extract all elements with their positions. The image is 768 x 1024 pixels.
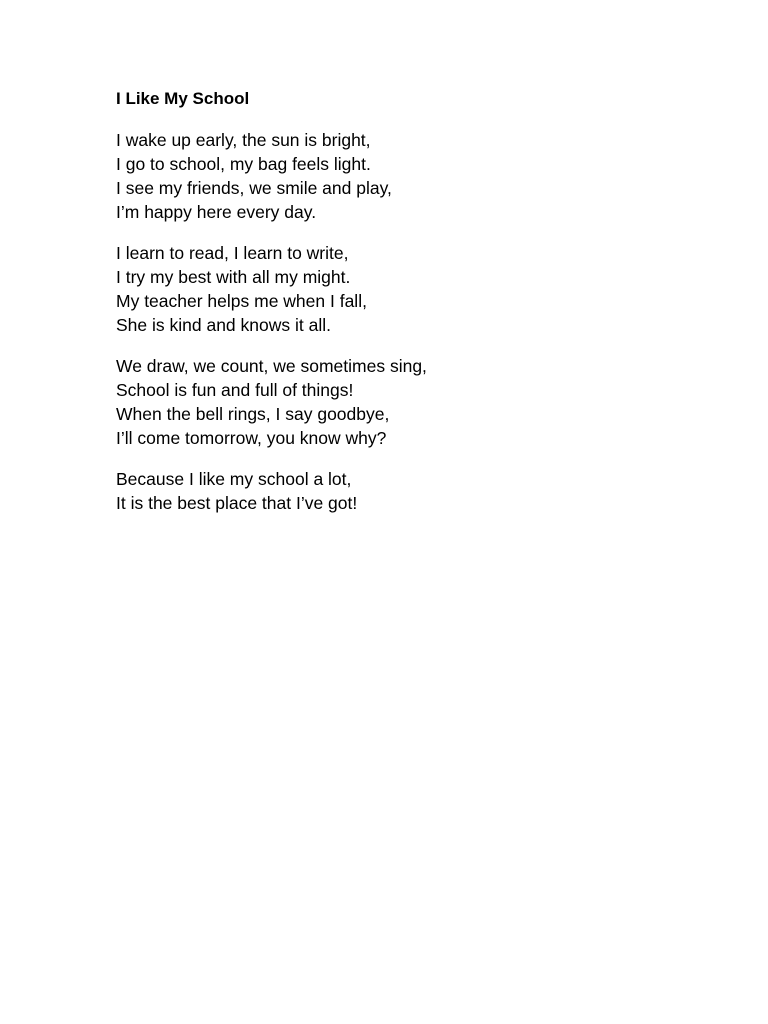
poem-line: When the bell rings, I say goodbye,	[116, 404, 390, 424]
poem-line: It is the best place that I’ve got!	[116, 493, 358, 513]
stanza-3	[116, 354, 676, 450]
poem-line: I try my best with all my might.	[116, 267, 351, 287]
poem	[116, 88, 676, 532]
stanza-1	[116, 128, 676, 224]
poem-line: School is fun and full of things!	[116, 380, 354, 400]
poem-line: I’ll come tomorrow, you know why?	[116, 428, 387, 448]
poem-line: I learn to read, I learn to write,	[116, 243, 349, 263]
poem-line: I’m happy here every day.	[116, 202, 317, 222]
poem-line: We draw, we count, we sometimes sing,	[116, 356, 427, 376]
poem-line: I wake up early, the sun is bright,	[116, 130, 371, 150]
poem-title: I Like My School	[116, 89, 250, 108]
poem-line: She is kind and knows it all.	[116, 315, 331, 335]
poem-line: I go to school, my bag feels light.	[116, 154, 371, 174]
poem-line: My teacher helps me when I fall,	[116, 291, 367, 311]
stanza-2	[116, 241, 676, 337]
stanza-4	[116, 467, 676, 515]
poem-line: Because I like my school a lot,	[116, 469, 352, 489]
poem-line: I see my friends, we smile and play,	[116, 178, 392, 198]
